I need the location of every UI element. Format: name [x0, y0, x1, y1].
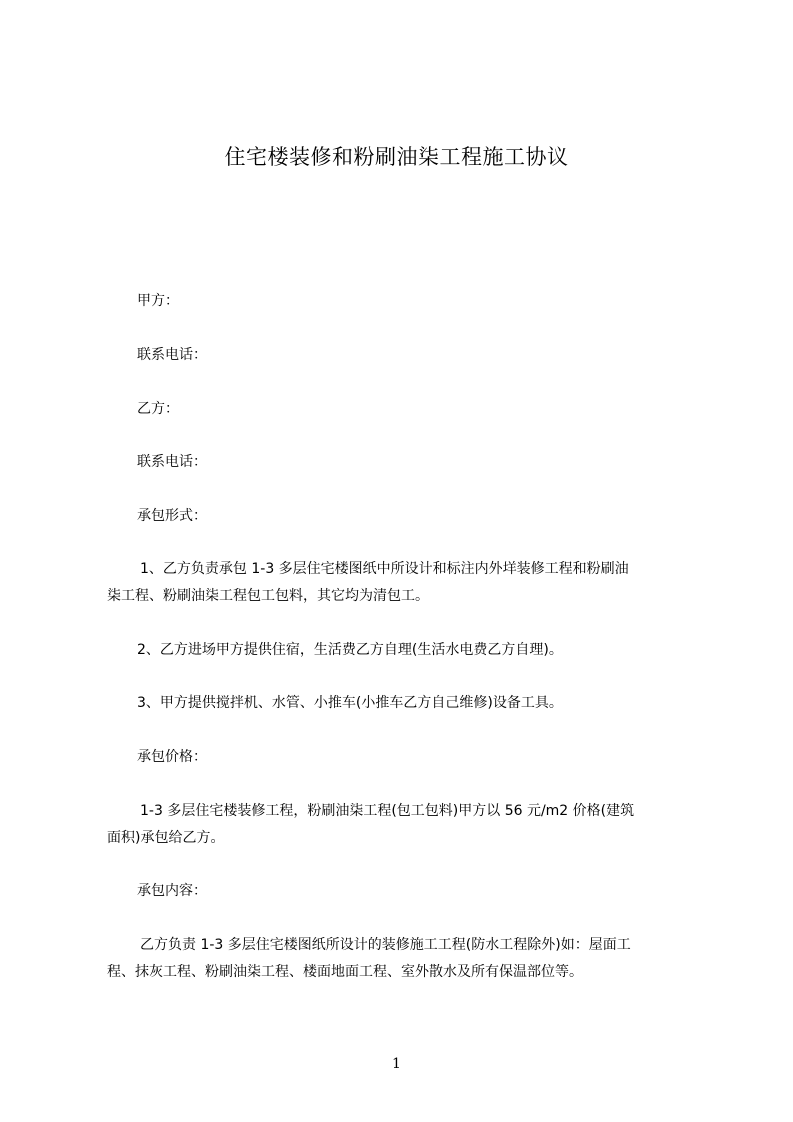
contract-price-heading: 承包价格： — [137, 749, 207, 765]
contract-content-line2: 程、抹灰工程、粉刷油柒工程、楼面地面工程、室外散水及所有保温部位等。 — [107, 964, 583, 980]
page-number: 1 — [392, 1056, 401, 1072]
contract-form-heading: 承包形式： — [137, 508, 207, 524]
contract-form-item1-line2: 柒工程、粉刷油柒工程包工包料，其它均为清包工。 — [107, 588, 429, 604]
contract-content-heading: 承包内容： — [137, 883, 207, 899]
party-b-label: 乙方： — [137, 401, 179, 417]
party-a-label: 甲方： — [137, 293, 179, 309]
contract-content-line1: 乙方负责 1-3 多层住宅楼图纸所设计的装修施工工程(防水工程除外)如：屋面工 — [140, 937, 631, 953]
contract-form-item1-line1: 1、乙方负责承包 1-3 多层住宅楼图纸中所设计和标注内外垟装修工程和粉刷油 — [140, 561, 629, 577]
contract-form-item3: 3、甲方提供搅拌机、水管、小推车(小推车乙方自己维修)设备工具。 — [137, 695, 563, 711]
contract-price-line2: 面积)承包给乙方。 — [107, 830, 225, 846]
contract-form-item2: 2、乙方进场甲方提供住宿，生活费乙方自理(生活水电费乙方自理)。 — [137, 642, 563, 658]
document-title: 住宅楼装修和粉刷油柒工程施工协议 — [224, 145, 569, 169]
contract-price-line1: 1-3 多层住宅楼装修工程，粉刷油柒工程(包工包料)甲方以 56 元/m2 价格(建筑 — [140, 803, 635, 819]
party-b-phone-label: 联系电话： — [137, 454, 207, 470]
party-a-phone-label: 联系电话： — [137, 347, 207, 363]
